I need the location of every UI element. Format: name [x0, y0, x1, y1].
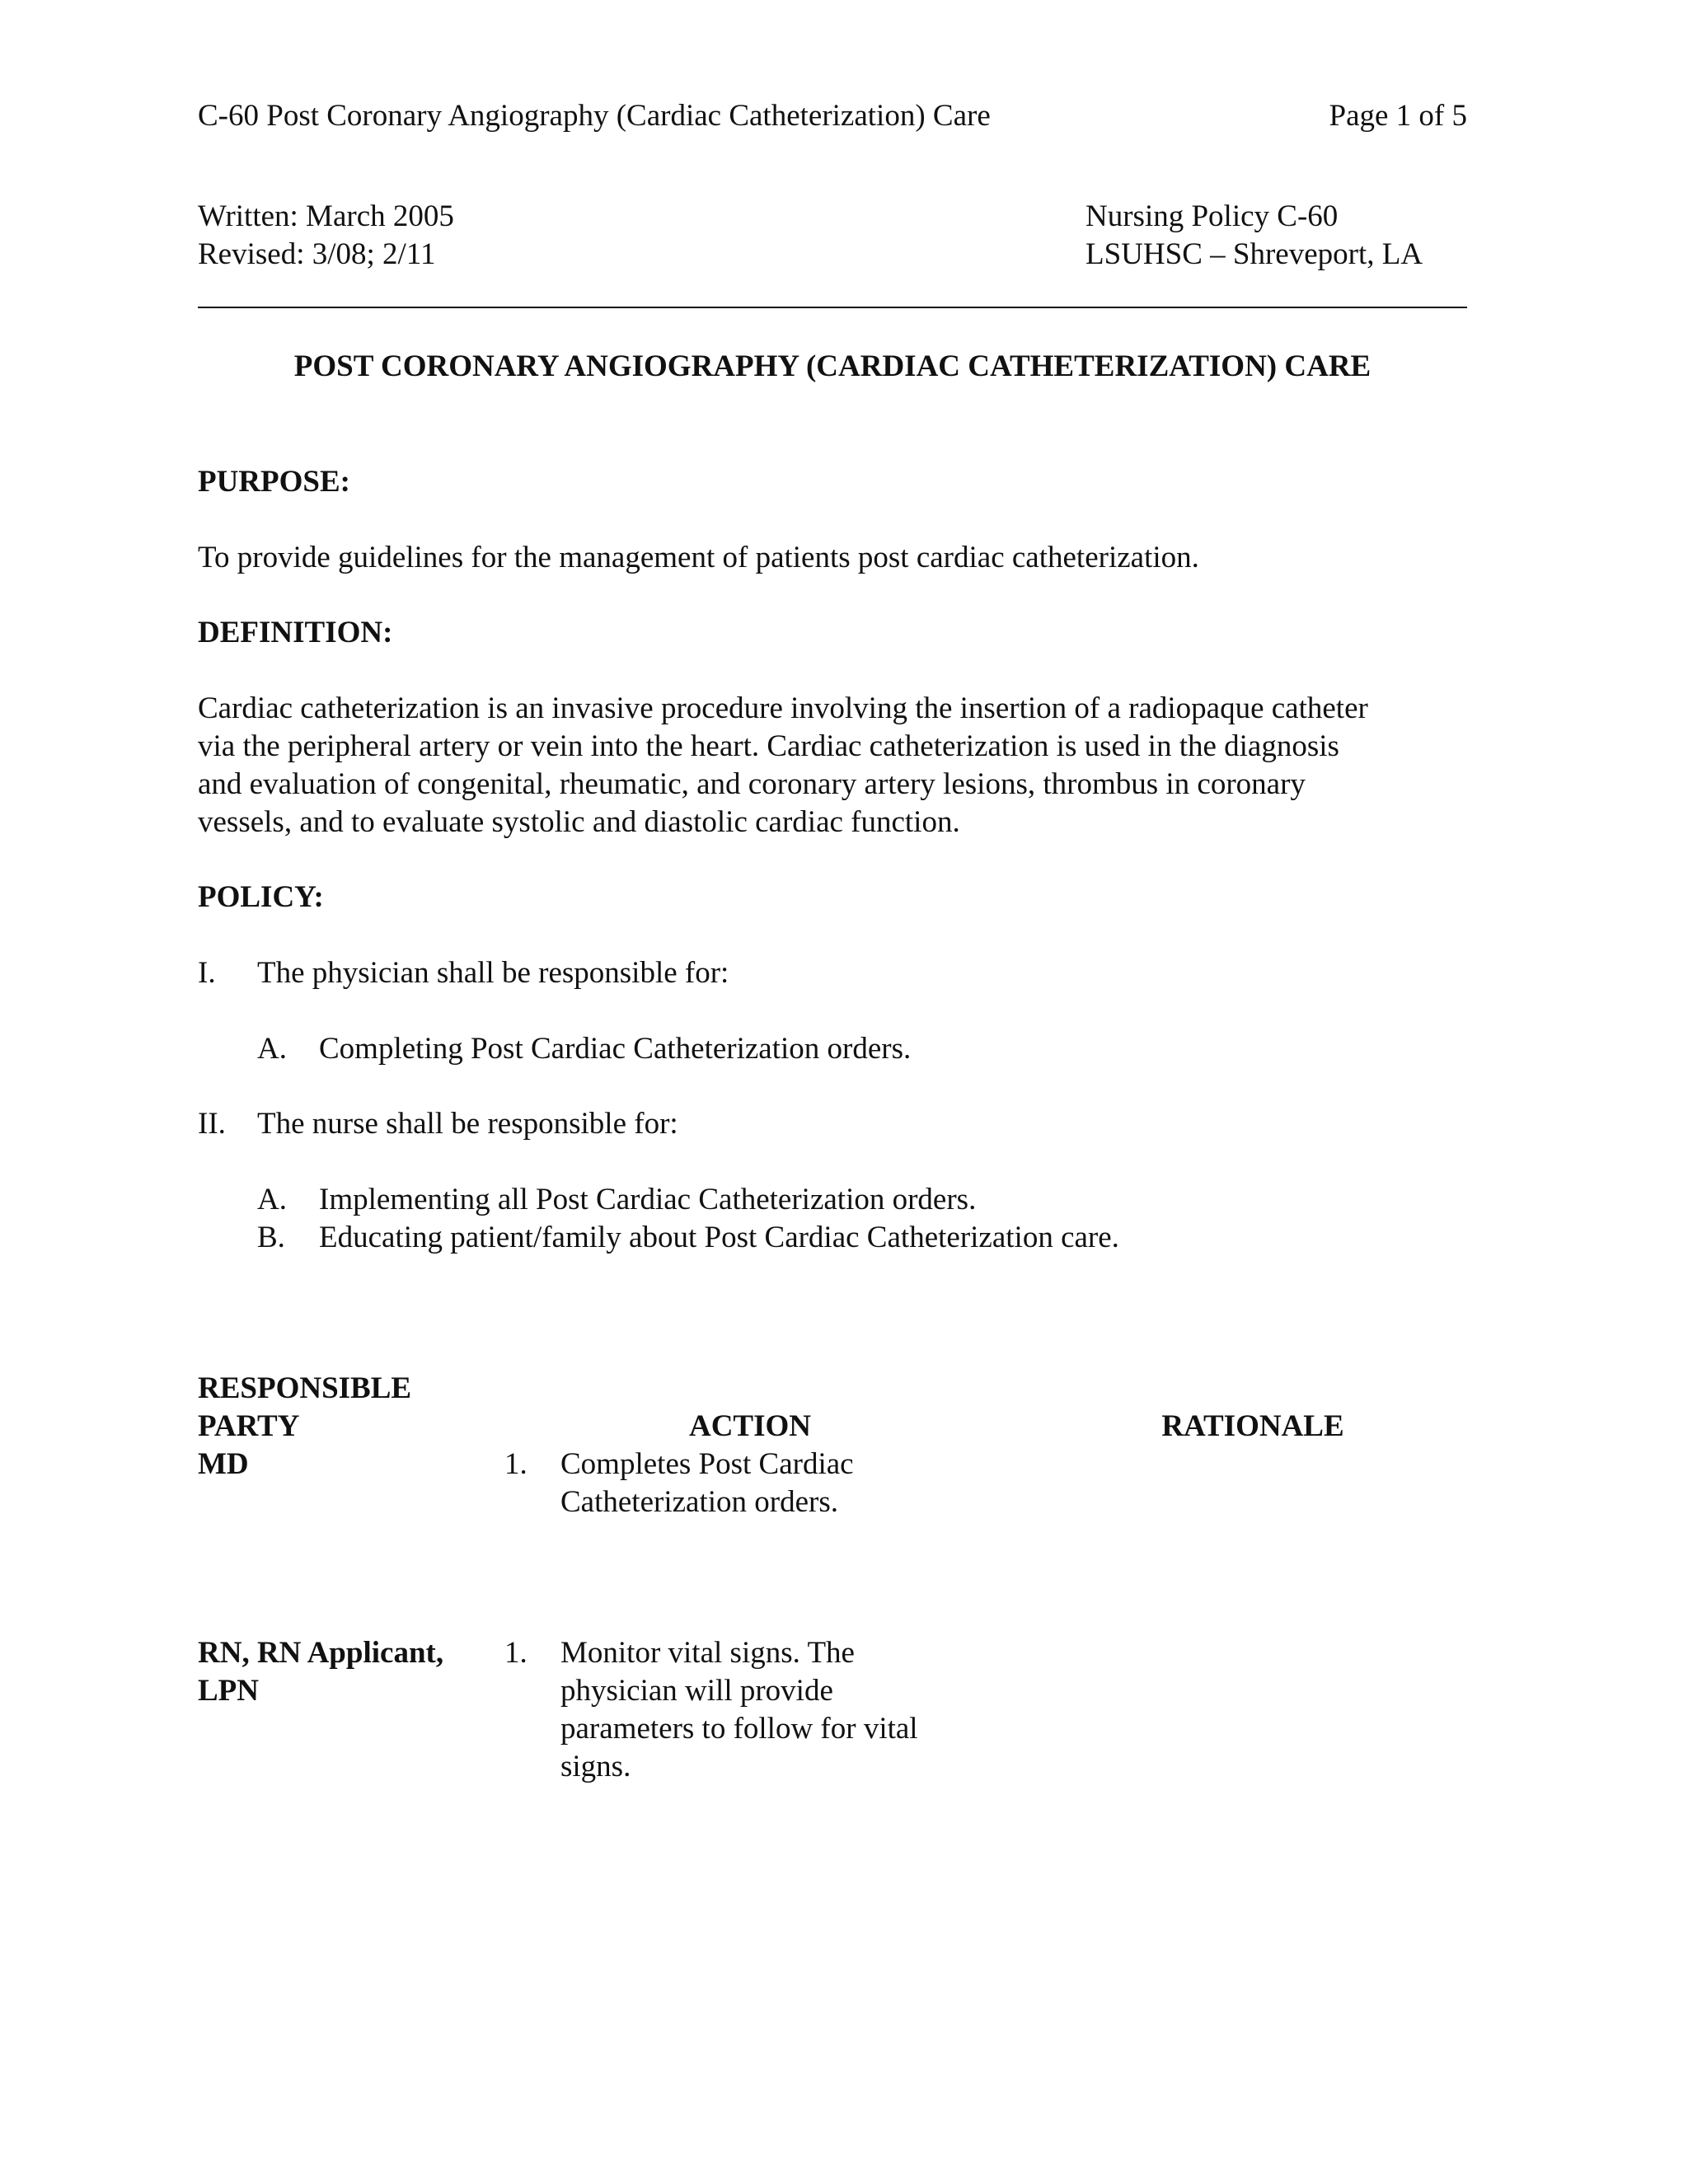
policy-subitem-text: Educating patient/family about Post Cardiac Catheterization care. — [319, 1221, 1119, 1254]
policy-item-numeral: II. — [198, 1107, 226, 1141]
purpose-heading: PURPOSE: — [198, 465, 350, 499]
institution: LSUHSC – Shreveport, LA — [1085, 237, 1423, 271]
policy-item-numeral: I. — [198, 956, 216, 990]
revised-date: Revised: 3/08; 2/11 — [198, 237, 436, 271]
row-action: signs. — [560, 1750, 631, 1783]
table-header-party: RESPONSIBLE — [198, 1371, 412, 1405]
purpose-text: To provide guidelines for the management of patients post cardiac catheterization. — [198, 541, 1199, 574]
written-date: Written: March 2005 — [198, 199, 454, 233]
document-title: POST CORONARY ANGIOGRAPHY (CARDIAC CATHETERIZATION) CARE — [293, 349, 1372, 383]
definition-line: via the peripheral artery or vein into the heart. Cardiac catheterization is used in the diagnosis — [198, 729, 1339, 763]
policy-subitem-text: Completing Post Cardiac Catheterization orders. — [319, 1032, 912, 1066]
policy-subitem-letter: B. — [257, 1221, 285, 1254]
row-number: 1. — [504, 1636, 528, 1670]
definition-line: vessels, and to evaluate systolic and diastolic cardiac function. — [198, 805, 960, 839]
row-action: Monitor vital signs. The — [560, 1636, 855, 1670]
row-party: LPN — [198, 1674, 259, 1708]
row-party: RN, RN Applicant, — [198, 1636, 444, 1670]
row-party: MD — [198, 1447, 249, 1481]
row-number: 1. — [504, 1447, 528, 1481]
policy-subitem-text: Implementing all Post Cardiac Catheterization orders. — [319, 1183, 977, 1216]
definition-line: Cardiac catheterization is an invasive procedure involving the insertion of a radiopaque catheter — [198, 691, 1368, 725]
row-action: Completes Post Cardiac — [560, 1447, 854, 1481]
table-header-party: PARTY — [198, 1409, 300, 1443]
row-action: Catheterization orders. — [560, 1485, 838, 1519]
header-divider — [198, 307, 1467, 308]
policy-heading: POLICY: — [198, 880, 324, 914]
definition-line: and evaluation of congenital, rheumatic, and coronary artery lesions, thrombus in coronary — [198, 767, 1306, 801]
policy-item-text: The physician shall be responsible for: — [257, 956, 729, 990]
policy-number: Nursing Policy C-60 — [1085, 199, 1339, 233]
definition-heading: DEFINITION: — [198, 616, 393, 649]
policy-item-text: The nurse shall be responsible for: — [257, 1107, 678, 1141]
row-action: physician will provide — [560, 1674, 833, 1708]
running-title: C-60 Post Coronary Angiography (Cardiac Catheterization) Care — [198, 99, 991, 133]
page-indicator: Page 1 of 5 — [1329, 99, 1467, 133]
policy-subitem-letter: A. — [257, 1183, 287, 1216]
table-header-rationale: RATIONALE — [1161, 1409, 1344, 1443]
policy-subitem-letter: A. — [257, 1032, 287, 1066]
row-action: parameters to follow for vital — [560, 1712, 918, 1746]
table-header-action: ACTION — [688, 1409, 812, 1443]
